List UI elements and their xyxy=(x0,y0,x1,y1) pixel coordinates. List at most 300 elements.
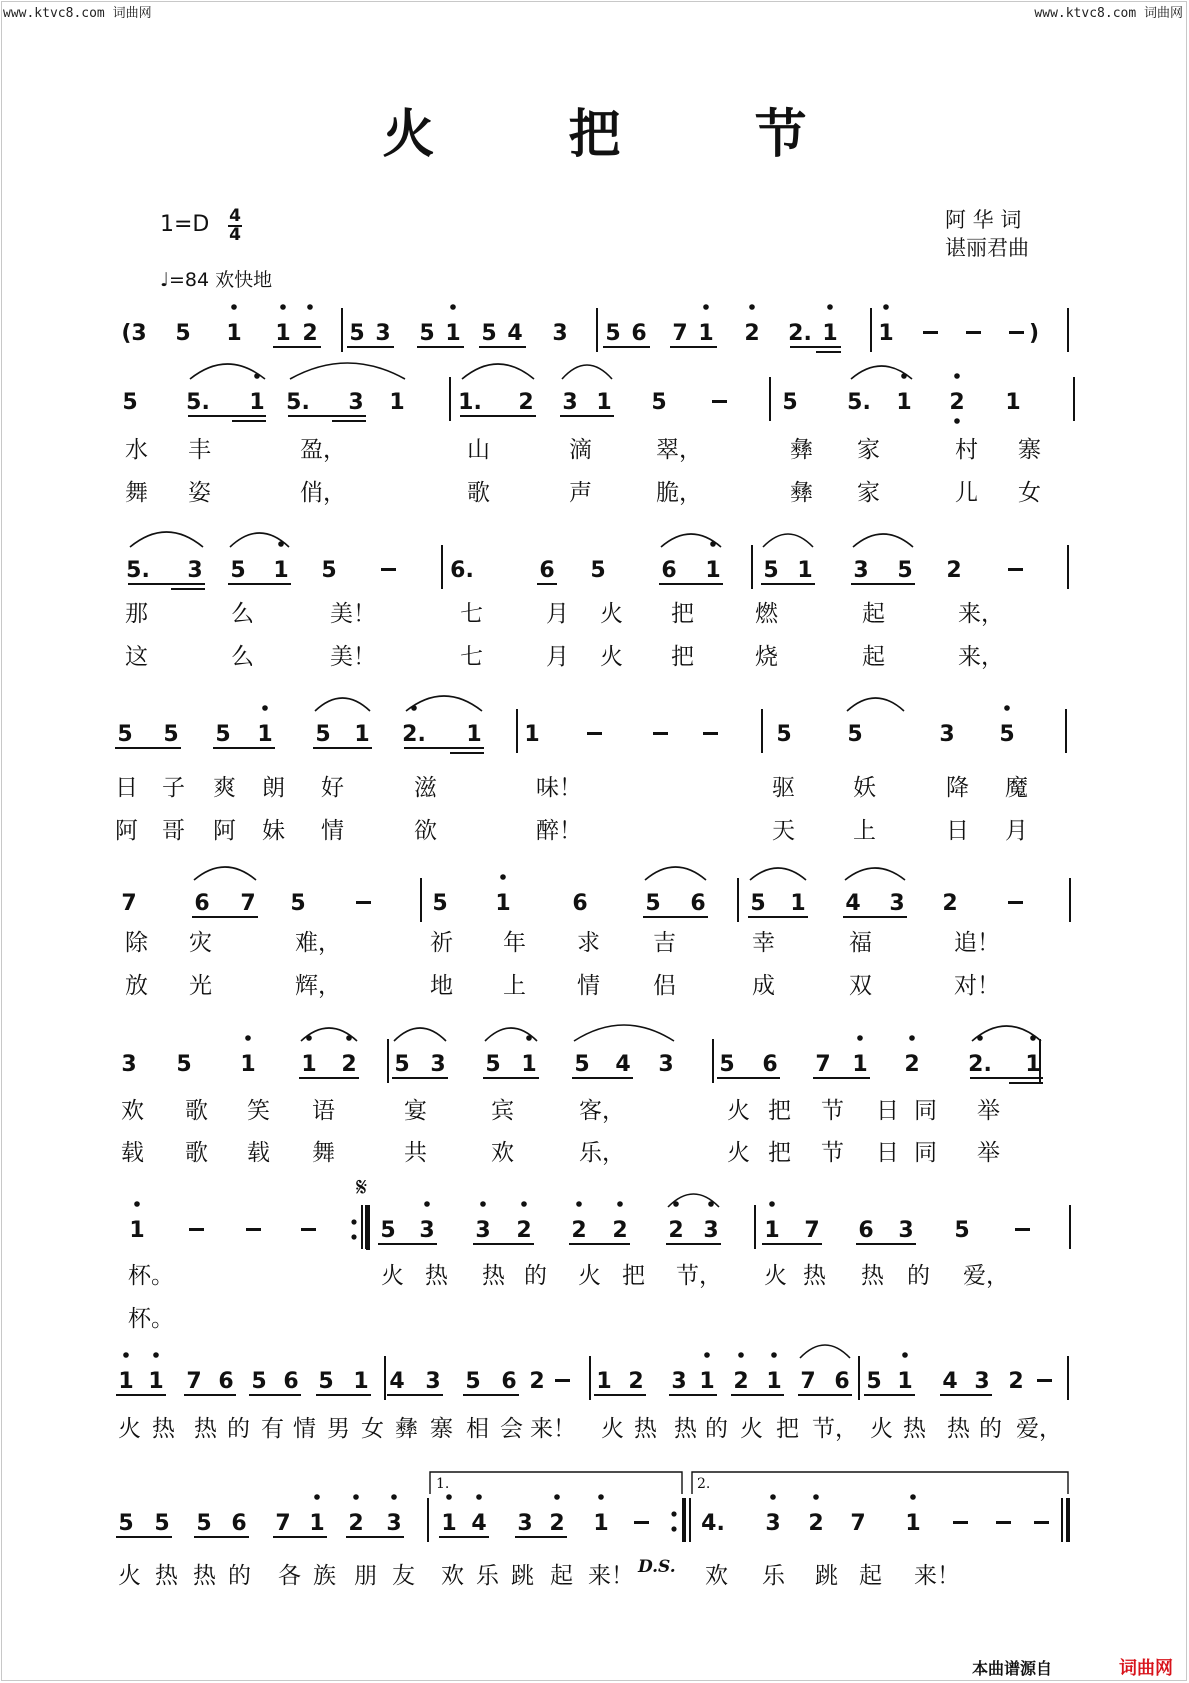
lyric-syllable: 魔 xyxy=(1005,775,1028,801)
note: 1 xyxy=(354,722,370,747)
lyric-syllable: 追！ xyxy=(954,930,1000,956)
lyric-syllable: 七 xyxy=(460,601,483,627)
note: 3 xyxy=(671,1369,687,1394)
sustain-dash xyxy=(301,1228,316,1231)
segno-mark: 𝄋 xyxy=(356,1173,368,1203)
repeat-dot xyxy=(351,1219,356,1224)
note: 1 xyxy=(797,558,813,583)
note: 7 xyxy=(815,1052,831,1077)
note: 5 xyxy=(349,321,365,346)
song-title: 火 把 节 xyxy=(382,104,865,165)
lyric-syllable: 燃 xyxy=(755,601,778,627)
tie-slur xyxy=(645,867,706,880)
sustain-dash xyxy=(587,732,602,735)
note: 5 xyxy=(719,1052,735,1077)
sustain-dash xyxy=(555,1379,570,1382)
lyric-syllable: 来， xyxy=(958,601,1004,627)
lyric-syllable: 同 xyxy=(914,1140,937,1166)
lyric-syllable: 女 xyxy=(361,1416,384,1442)
lyric-syllable: 的 xyxy=(705,1416,728,1442)
lyric-syllable: 姿 xyxy=(188,480,211,506)
note: 3 xyxy=(703,1218,719,1243)
volta-1-label: 1. xyxy=(436,1476,450,1492)
lyric-syllable: 热 xyxy=(193,1563,216,1589)
lyric-syllable: 丰 xyxy=(188,437,211,463)
tie-slur xyxy=(130,532,203,547)
lyric-syllable: 好 xyxy=(321,775,344,801)
note: 1 xyxy=(593,1511,609,1536)
tie-slur xyxy=(574,1025,674,1041)
note: 5. xyxy=(126,558,150,583)
lyric-syllable: 爱， xyxy=(963,1263,1009,1289)
sustain-dash xyxy=(1008,568,1023,571)
note: 1 xyxy=(790,891,806,916)
note: 6 xyxy=(631,321,647,346)
sustain-dash xyxy=(356,901,371,904)
lyric-syllable: 山 xyxy=(467,437,490,463)
repeat-dot xyxy=(671,1511,676,1516)
note: 3 xyxy=(430,1052,446,1077)
octave-dot xyxy=(769,1201,775,1207)
lyric-syllable: 七 xyxy=(460,644,483,670)
lyric-syllable: 日 xyxy=(946,818,969,844)
lyric-syllable: 把 xyxy=(776,1416,799,1442)
note: 2. xyxy=(968,1052,992,1077)
note: 5 xyxy=(866,1369,882,1394)
note: 1 xyxy=(275,321,291,346)
sustain-dash xyxy=(953,1521,968,1524)
note: 5 xyxy=(776,722,792,747)
lyric-syllable: 起 xyxy=(862,601,885,627)
sustain-dash xyxy=(381,568,396,571)
note: 6 xyxy=(194,891,210,916)
lyric-syllable: 的 xyxy=(228,1563,251,1589)
lyric-syllable: 跳 xyxy=(511,1563,534,1589)
lyric-syllable: 幸 xyxy=(752,930,775,956)
tie-slur xyxy=(290,363,405,379)
note: 1 xyxy=(118,1369,134,1394)
lyric-syllable: 杯。 xyxy=(128,1263,174,1289)
site-watermark-left: www.ktvc8.com 词曲网 xyxy=(3,6,152,21)
note: 1 xyxy=(764,1218,780,1243)
sustain-dash xyxy=(712,400,727,403)
note: 5 xyxy=(485,1052,501,1077)
lyric-syllable: 天 xyxy=(772,818,795,844)
note: 3 xyxy=(939,722,955,747)
lyric-syllable: 美！ xyxy=(330,644,376,670)
site-logo: 词曲网 xyxy=(1119,1658,1173,1679)
lyric-syllable: 放 xyxy=(125,973,148,999)
octave-dot xyxy=(123,1352,129,1358)
note: 6 xyxy=(661,558,677,583)
note: 4 xyxy=(615,1052,631,1077)
note: 2 xyxy=(668,1218,684,1243)
note: 7 xyxy=(804,1218,820,1243)
note: (3 xyxy=(121,321,147,346)
octave-dot xyxy=(446,1494,452,1500)
octave-dot xyxy=(910,1494,916,1500)
note: 5 xyxy=(750,891,766,916)
note: 7 xyxy=(672,321,688,346)
note: 3 xyxy=(517,1511,533,1536)
lyric-syllable: 热 xyxy=(152,1416,175,1442)
lyric-syllable: 哥 xyxy=(162,818,185,844)
tie-slur xyxy=(315,698,370,711)
lyric-syllable: 妹 xyxy=(262,818,285,844)
note: 5 xyxy=(251,1369,267,1394)
octave-dot xyxy=(480,1201,486,1207)
note: 2 xyxy=(571,1218,587,1243)
octave-dot xyxy=(857,1035,863,1041)
note: 6 xyxy=(858,1218,874,1243)
lyric-syllable: 歌 xyxy=(467,480,490,506)
sustain-dash xyxy=(1008,901,1023,904)
note: 5 xyxy=(465,1369,481,1394)
note: 2 xyxy=(949,390,965,415)
note: 1 xyxy=(896,390,912,415)
note: 1 xyxy=(596,390,612,415)
lyric-syllable: 爱， xyxy=(1016,1416,1062,1442)
note: 5 xyxy=(605,321,621,346)
note: 5 xyxy=(782,390,798,415)
sustain-dash xyxy=(189,1228,204,1231)
note: 5 xyxy=(847,722,863,747)
lyric-syllable: 欢 xyxy=(491,1140,514,1166)
lyric-syllable: 歌 xyxy=(185,1140,208,1166)
lyric-syllable: 热 xyxy=(634,1416,657,1442)
lyric-syllable: 盈， xyxy=(300,437,346,463)
note: 1 xyxy=(389,390,405,415)
lyric-syllable: 俏， xyxy=(300,480,346,506)
lyric-syllable: 节 xyxy=(821,1140,844,1166)
lyric-syllable: 友 xyxy=(392,1563,415,1589)
octave-dot xyxy=(770,1494,776,1500)
lyric-syllable: 的 xyxy=(524,1263,547,1289)
note: 4 xyxy=(507,321,523,346)
note: 5 xyxy=(999,722,1015,747)
lyric-syllable: 阿 xyxy=(213,818,236,844)
sustain-dash xyxy=(1034,1521,1049,1524)
note: 5 xyxy=(432,891,448,916)
lyric-syllable: 载 xyxy=(247,1140,270,1166)
note: 5 xyxy=(318,1369,334,1394)
tie-slur xyxy=(800,1345,850,1358)
lyric-syllable: 儿 xyxy=(955,480,978,506)
lyric-syllable: 举 xyxy=(977,1140,1000,1166)
lyric-syllable: 笑 xyxy=(247,1098,270,1124)
note: 4 xyxy=(389,1369,405,1394)
note: 3 xyxy=(348,390,364,415)
note: 2 xyxy=(628,1369,644,1394)
meter-top: 4 xyxy=(229,206,241,226)
octave-dot xyxy=(909,1035,915,1041)
lyric-syllable: 乐 xyxy=(762,1563,785,1589)
lyric-syllable: 火 xyxy=(600,601,623,627)
note: 5 xyxy=(481,321,497,346)
note: 5 xyxy=(394,1052,410,1077)
note: 1 xyxy=(699,1369,715,1394)
note: 2 xyxy=(733,1369,749,1394)
octave-dot xyxy=(153,1352,159,1358)
note: 3 xyxy=(552,321,568,346)
lyric-syllable: 情 xyxy=(293,1416,316,1442)
lyric-syllable: 起 xyxy=(862,644,885,670)
lyric-syllable: 起 xyxy=(859,1563,882,1589)
note: 3 xyxy=(419,1218,435,1243)
sustain-dash xyxy=(634,1521,649,1524)
note: 1 xyxy=(521,1052,537,1077)
note: 1 xyxy=(249,390,265,415)
octave-dot xyxy=(307,304,313,310)
octave-dot xyxy=(771,1352,777,1358)
lyric-syllable: 侣 xyxy=(653,973,676,999)
lyric-syllable: 火 xyxy=(600,644,623,670)
lyric-syllable: 日 xyxy=(876,1140,899,1166)
lyric-syllable: 热 xyxy=(903,1416,926,1442)
lyric-syllable: 火 xyxy=(578,1263,601,1289)
lyric-syllable: 火 xyxy=(870,1416,893,1442)
lyric-syllable: 朗 xyxy=(262,775,285,801)
note: 2 xyxy=(904,1052,920,1077)
lyric-syllable: 相 xyxy=(466,1416,489,1442)
lyric-syllable: 把 xyxy=(671,601,694,627)
lyric-syllable: 热 xyxy=(155,1563,178,1589)
note: 5 xyxy=(315,722,331,747)
note: 2 xyxy=(744,321,760,346)
note: 5 xyxy=(645,891,661,916)
note: 1 xyxy=(766,1369,782,1394)
octave-dot xyxy=(902,1352,908,1358)
key-signature: 1=D xyxy=(160,212,210,237)
note: 6 xyxy=(572,891,588,916)
note: 1 xyxy=(822,321,838,346)
lyric-syllable: 热 xyxy=(803,1263,826,1289)
lyric-syllable: 族 xyxy=(313,1563,336,1589)
note: 2 xyxy=(348,1511,364,1536)
note: 6 xyxy=(231,1511,247,1536)
octave-dot xyxy=(554,1494,560,1500)
lyric-syllable: 来， xyxy=(958,644,1004,670)
note: 2 xyxy=(529,1369,545,1394)
lyric-syllable: 热 xyxy=(482,1263,505,1289)
note: 5 xyxy=(380,1218,396,1243)
lyric-syllable: 歌 xyxy=(185,1098,208,1124)
note: 1 xyxy=(353,1369,369,1394)
note: 3 xyxy=(658,1052,674,1077)
note: 7 xyxy=(850,1511,866,1536)
note: 5 xyxy=(154,1511,170,1536)
note: 4 xyxy=(845,891,861,916)
lyric-syllable: 么 xyxy=(231,644,254,670)
note: 2 xyxy=(549,1511,565,1536)
octave-dot xyxy=(262,705,268,711)
lyric-syllable: 醉！ xyxy=(536,818,582,844)
note: 2 xyxy=(612,1218,628,1243)
tie-slur xyxy=(194,867,256,880)
lyric-syllable: 的 xyxy=(907,1263,930,1289)
octave-dot xyxy=(883,304,889,310)
lyric-syllable: 日 xyxy=(115,775,138,801)
tie-slur xyxy=(763,534,813,547)
octave-dot xyxy=(576,1201,582,1207)
lyric-syllable: 滴 xyxy=(569,437,592,463)
lyric-syllable: 跳 xyxy=(815,1563,838,1589)
note: 5 xyxy=(290,891,306,916)
lyric-syllable: 男 xyxy=(327,1416,350,1442)
tie-slur xyxy=(562,365,612,379)
volta-bracket-1 xyxy=(430,1472,682,1494)
lyric-syllable: 火 xyxy=(118,1416,141,1442)
lyric-syllable: 妖 xyxy=(853,775,876,801)
tie-slur xyxy=(845,868,905,880)
note: 1 xyxy=(905,1511,921,1536)
octave-dot xyxy=(598,1494,604,1500)
octave-dot xyxy=(353,1494,359,1500)
sustain-dash xyxy=(1015,1228,1030,1231)
dal-segno-mark: D.S. xyxy=(638,1557,676,1577)
lyric-syllable: 翠， xyxy=(656,437,702,463)
note: 5 xyxy=(176,1052,192,1077)
sustain-dash xyxy=(703,732,718,735)
note: 2. xyxy=(402,722,426,747)
lyric-syllable: 月 xyxy=(546,601,569,627)
note: 1 xyxy=(129,1218,145,1243)
lyric-syllable: 欲 xyxy=(414,818,437,844)
lyric-syllable: 上 xyxy=(853,818,876,844)
lyric-syllable: 火 xyxy=(727,1140,750,1166)
note: 2 xyxy=(341,1052,357,1077)
note: 1 xyxy=(698,321,714,346)
lyric-syllable: 宾 xyxy=(491,1098,514,1124)
note: 1 xyxy=(240,1052,256,1077)
lyric-syllable: 彝 xyxy=(395,1416,418,1442)
note: 3 xyxy=(425,1369,441,1394)
lyric-syllable: 火 xyxy=(764,1263,787,1289)
lyric-syllable: 火 xyxy=(381,1263,404,1289)
lyric-syllable: 彝 xyxy=(790,480,813,506)
note: 6 xyxy=(501,1369,517,1394)
lyric-syllable: 杯。 xyxy=(128,1306,174,1332)
tie-slur xyxy=(190,364,265,379)
lyric-syllable: 会 xyxy=(500,1416,523,1442)
tie-slur xyxy=(462,364,534,379)
lyric-syllable: 脆， xyxy=(656,480,702,506)
lyric-syllable: 寨 xyxy=(1018,437,1041,463)
note: 1 xyxy=(1025,1052,1041,1077)
note: 2 xyxy=(518,390,534,415)
note: 1 xyxy=(148,1369,164,1394)
note: 3 xyxy=(853,558,869,583)
note: 3 xyxy=(765,1511,781,1536)
note: 5. xyxy=(847,390,871,415)
lyric-syllable: 除 xyxy=(125,930,148,956)
lyric-syllable: 味！ xyxy=(536,775,582,801)
octave-dot xyxy=(749,304,755,310)
lyric-syllable: 上 xyxy=(503,973,526,999)
note: 1 xyxy=(257,722,273,747)
note: 5. xyxy=(286,390,310,415)
note: 1 xyxy=(878,321,894,346)
lyric-syllable: 热 xyxy=(674,1416,697,1442)
octave-dot xyxy=(450,304,456,310)
note: 1 xyxy=(445,321,461,346)
note: 3 xyxy=(889,891,905,916)
repeat-dot xyxy=(351,1234,356,1239)
note: 1 xyxy=(596,1369,612,1394)
note: 5 xyxy=(651,390,667,415)
lyric-syllable: 宴 xyxy=(404,1098,427,1124)
lyric-syllable: 有 xyxy=(261,1416,284,1442)
note: 1 xyxy=(301,1052,317,1077)
tie-slur xyxy=(394,1028,446,1041)
lyric-syllable: 来！ xyxy=(914,1563,960,1589)
note: 5 xyxy=(118,1511,134,1536)
lyricist-credit: 阿 华 词 xyxy=(945,208,1022,232)
note: 1 xyxy=(226,321,242,346)
note: 5 xyxy=(230,558,246,583)
lyric-syllable: 各 xyxy=(278,1563,301,1589)
lyric-syllable: 那 xyxy=(125,601,148,627)
tie-slur xyxy=(847,698,904,711)
lyric-syllable: 舞 xyxy=(125,480,148,506)
sustain-dash xyxy=(923,331,938,334)
note: 1 xyxy=(273,558,289,583)
note: 6 xyxy=(762,1052,778,1077)
note: 2 xyxy=(1008,1369,1024,1394)
note: 2 xyxy=(942,891,958,916)
lyric-syllable: 子 xyxy=(162,775,185,801)
lyric-syllable: 灾 xyxy=(189,930,212,956)
lyric-syllable: 爽 xyxy=(213,775,236,801)
note: 1. xyxy=(458,390,482,415)
note: 3 xyxy=(562,390,578,415)
note: 2. xyxy=(788,321,812,346)
sustain-dash xyxy=(966,331,981,334)
tie-slur xyxy=(750,868,806,880)
note: 6 xyxy=(834,1369,850,1394)
lyric-syllable: 吉 xyxy=(653,930,676,956)
lyric-syllable: 降 xyxy=(946,775,969,801)
octave-dot xyxy=(231,304,237,310)
octave-dot xyxy=(391,1494,397,1500)
lyric-syllable: 举 xyxy=(977,1098,1000,1124)
source-note: 本曲谱源自 xyxy=(972,1659,1053,1678)
octave-dot xyxy=(280,304,286,310)
lyric-syllable: 客， xyxy=(579,1098,625,1124)
lyric-syllable: 同 xyxy=(914,1098,937,1124)
octave-dot xyxy=(1004,705,1010,711)
lyric-syllable: 月 xyxy=(546,644,569,670)
lyric-syllable: 情 xyxy=(321,818,344,844)
note: 5 xyxy=(574,1052,590,1077)
sustain-dash xyxy=(1037,1379,1052,1382)
lyric-syllable: 欢 xyxy=(705,1563,728,1589)
lyric-syllable: 成 xyxy=(752,973,775,999)
lyric-syllable: 水 xyxy=(125,437,148,463)
lyric-syllable: 节， xyxy=(676,1263,722,1289)
lyric-syllable: 地 xyxy=(430,973,453,999)
composer-credit: 谌丽君曲 xyxy=(945,236,1029,260)
note: 5 xyxy=(175,321,191,346)
note: 5 xyxy=(117,722,133,747)
lyric-syllable: 光 xyxy=(189,973,212,999)
octave-dot xyxy=(500,874,506,880)
note: 3 xyxy=(187,558,203,583)
note: 5 xyxy=(321,558,337,583)
note: 1 xyxy=(495,891,511,916)
lyric-syllable: 阿 xyxy=(115,818,138,844)
lyric-syllable: 家 xyxy=(857,437,880,463)
